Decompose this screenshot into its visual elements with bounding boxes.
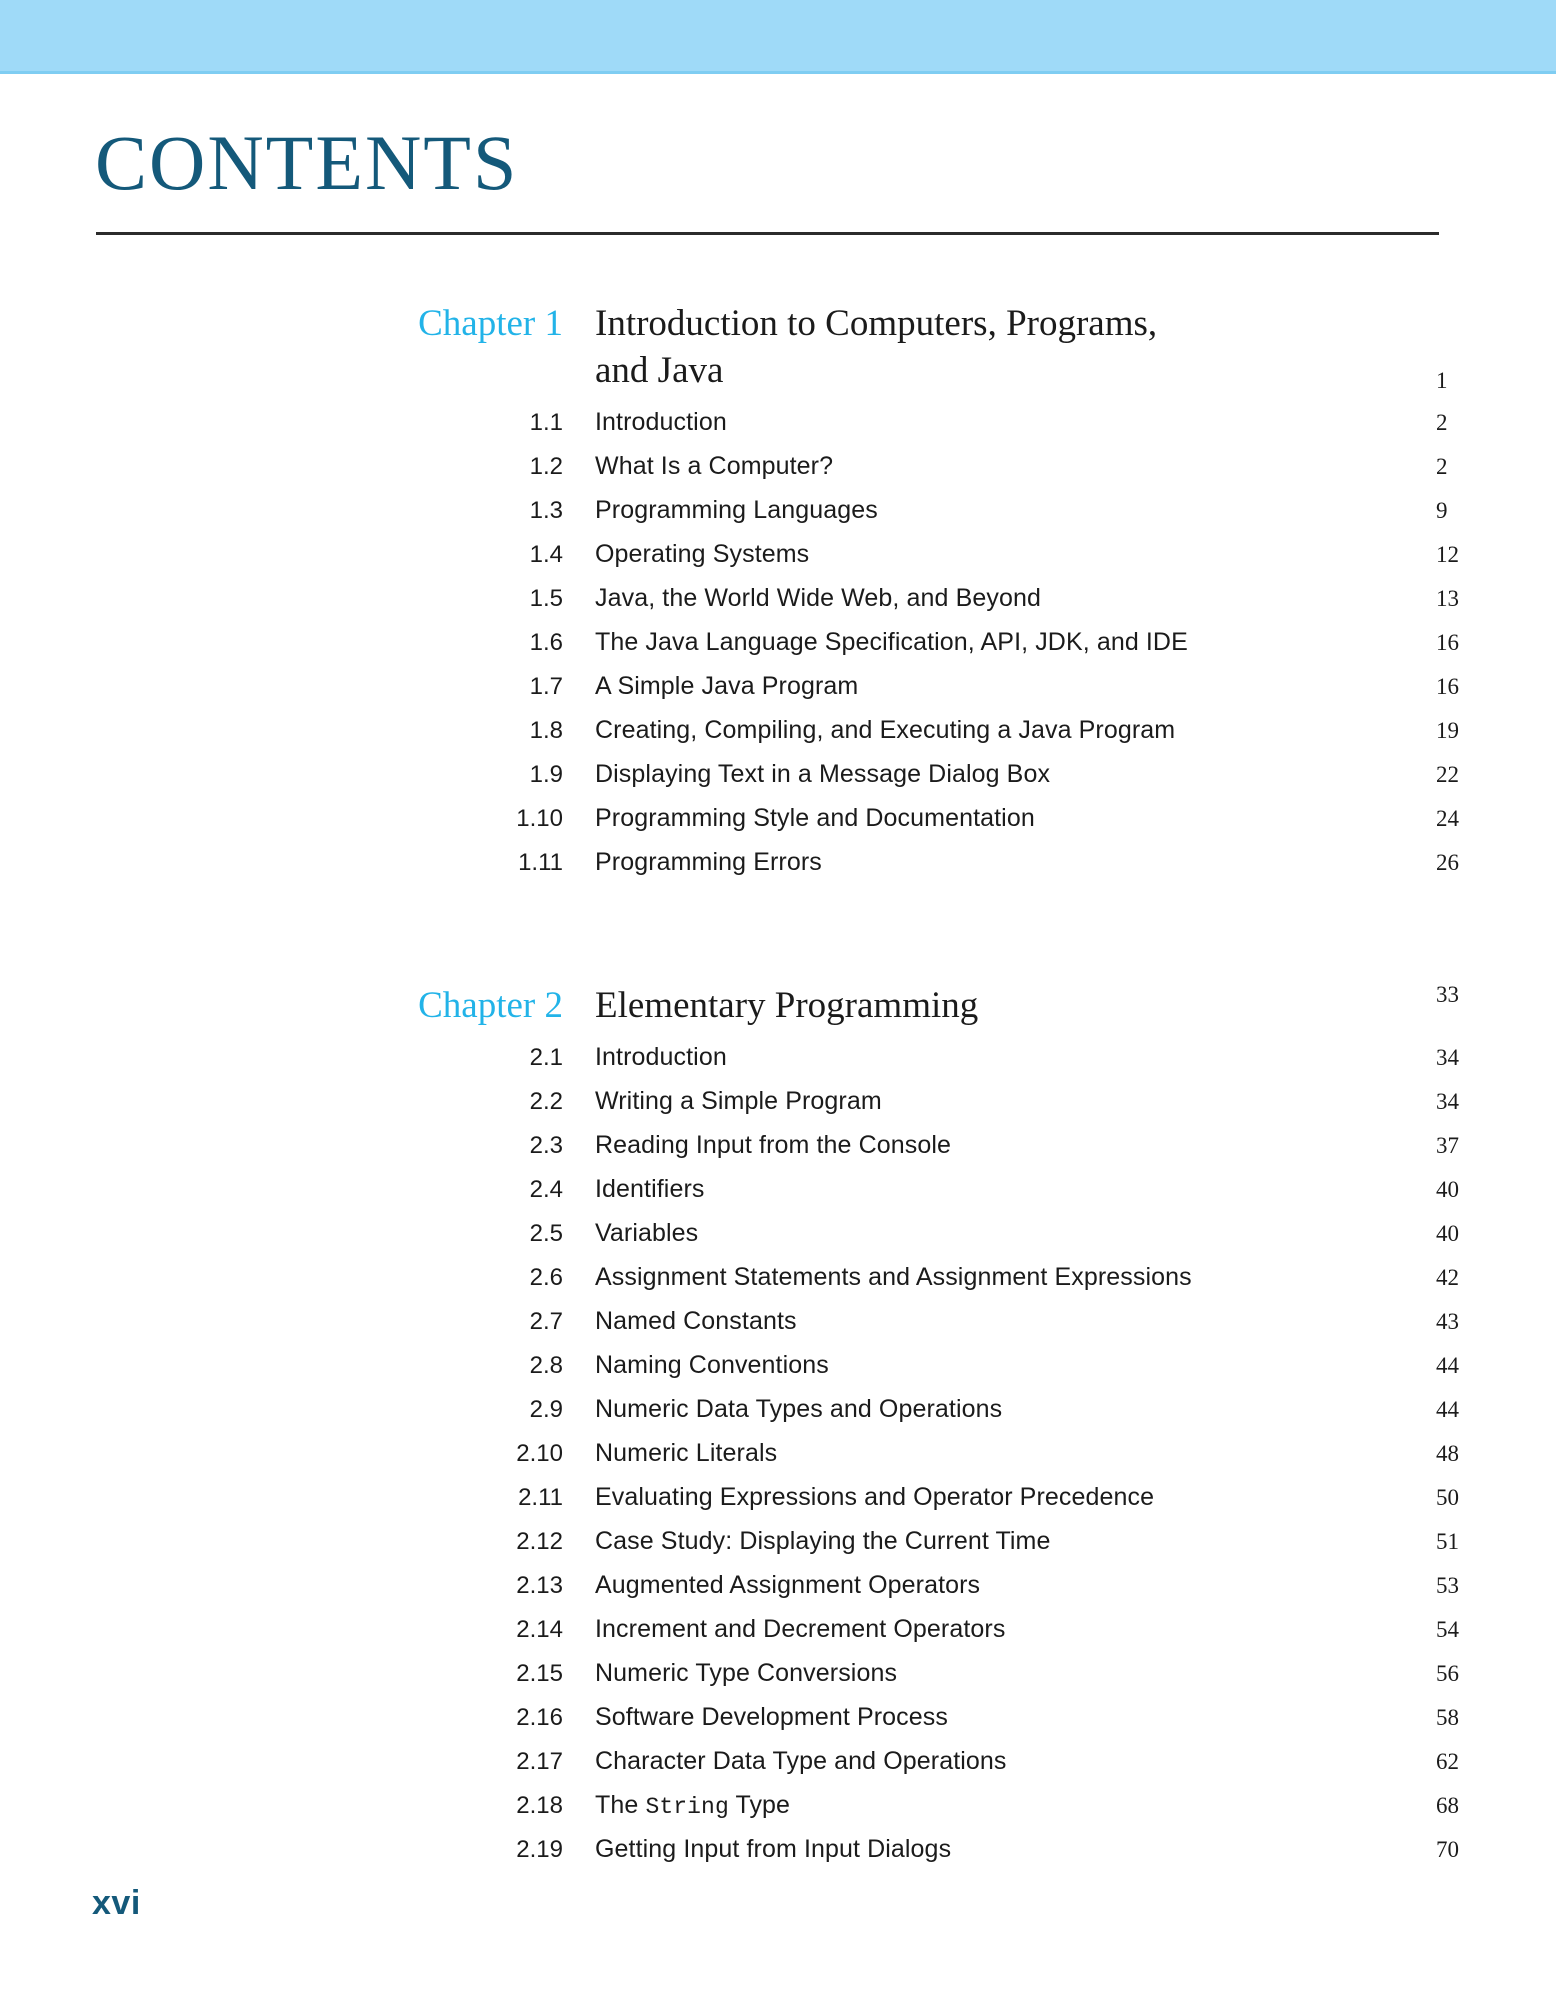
section-number: 2.3: [529, 1132, 563, 1159]
toc-entry-row[interactable]: [0, 1395, 1556, 1439]
chapter-block: [0, 982, 1556, 1879]
section-title: Character Data Type and Operations: [595, 1747, 1007, 1775]
chapter-title-line: Elementary Programming: [595, 985, 979, 1026]
section-number: 2.1: [529, 1044, 563, 1071]
section-list: [0, 408, 1556, 892]
section-number: 2.19: [516, 1836, 563, 1863]
section-number: 2.7: [529, 1308, 563, 1335]
toc-entry-row[interactable]: [0, 1835, 1556, 1879]
section-title: Numeric Literals: [595, 1439, 778, 1467]
chapter-page-number: 1: [1436, 368, 1448, 393]
section-number: 2.14: [516, 1616, 563, 1643]
section-page-number: 24: [1436, 806, 1459, 831]
section-number: 2.15: [516, 1660, 563, 1687]
toc-entry-row[interactable]: [0, 716, 1556, 760]
toc-entry-row[interactable]: [0, 1131, 1556, 1175]
section-title: Creating, Compiling, and Executing a Java Program: [595, 716, 1176, 744]
section-page-number: 62: [1436, 1749, 1459, 1774]
toc-entry-row[interactable]: [0, 672, 1556, 716]
section-page-number: 51: [1436, 1529, 1459, 1554]
section-page-number: 16: [1436, 630, 1459, 655]
section-title: Numeric Data Types and Operations: [595, 1395, 1003, 1423]
chapter-spacer: [0, 892, 1556, 982]
section-title: Programming Errors: [595, 848, 822, 876]
section-page-number: 44: [1436, 1353, 1459, 1378]
section-page-number: 2: [1436, 454, 1448, 479]
section-page-number: 34: [1436, 1089, 1459, 1114]
section-number: 2.10: [516, 1440, 563, 1467]
section-number: 2.6: [529, 1264, 563, 1291]
toc-entry-row[interactable]: [0, 1703, 1556, 1747]
section-number: 2.12: [516, 1528, 563, 1555]
section-title: Named Constants: [595, 1307, 797, 1335]
chapter-page-number: 33: [1436, 982, 1459, 1007]
toc-entry-row[interactable]: [0, 628, 1556, 672]
title-divider: [96, 232, 1439, 235]
section-title: What Is a Computer?: [595, 452, 834, 480]
page-folio: xvi: [92, 1884, 141, 1922]
code-token: String: [645, 1794, 729, 1820]
section-number: 2.16: [516, 1704, 563, 1731]
section-title: Evaluating Expressions and Operator Precedence: [595, 1483, 1155, 1511]
page-title: CONTENTS: [95, 119, 519, 206]
section-title: Naming Conventions: [595, 1351, 829, 1379]
section-title: Case Study: Displaying the Current Time: [595, 1527, 1051, 1555]
section-number: 2.2: [529, 1088, 563, 1115]
chapter-label: Chapter 2: [418, 985, 563, 1026]
chapter-heading[interactable]: [0, 300, 1556, 394]
toc-entry-row[interactable]: [0, 1659, 1556, 1703]
toc-entry-row[interactable]: [0, 760, 1556, 804]
chapter-heading[interactable]: [0, 982, 1556, 1029]
chapter-block: [0, 300, 1556, 892]
toc-entry-row[interactable]: [0, 408, 1556, 452]
section-number: 1.7: [529, 673, 563, 700]
section-title: Introduction: [595, 1043, 727, 1071]
section-number: 2.4: [529, 1176, 563, 1203]
section-page-number: 56: [1436, 1661, 1459, 1686]
section-number: 1.11: [518, 849, 563, 876]
section-page-number: 44: [1436, 1397, 1459, 1422]
section-title: A Simple Java Program: [595, 672, 859, 700]
section-page-number: 19: [1436, 718, 1459, 743]
toc-entry-row[interactable]: [0, 584, 1556, 628]
toc-entry-row[interactable]: [0, 1483, 1556, 1527]
section-title: [595, 1791, 1436, 1820]
toc-entry-row[interactable]: [0, 1043, 1556, 1087]
section-title: Programming Style and Documentation: [595, 804, 1035, 832]
section-title: The Java Language Specification, API, JDK, and IDE: [595, 628, 1188, 656]
section-page-number: 68: [1436, 1793, 1459, 1818]
section-number: 1.3: [529, 497, 563, 524]
section-page-number: 16: [1436, 674, 1459, 699]
toc-entry-row[interactable]: [0, 1571, 1556, 1615]
section-title: Augmented Assignment Operators: [595, 1571, 981, 1599]
section-title-text: Type: [728, 1791, 791, 1819]
section-number: 2.8: [529, 1352, 563, 1379]
section-page-number: 54: [1436, 1617, 1459, 1642]
section-page-number: 34: [1436, 1045, 1459, 1070]
section-page-number: 58: [1436, 1705, 1459, 1730]
section-title: Java, the World Wide Web, and Beyond: [595, 584, 1041, 612]
section-page-number: 9: [1436, 498, 1448, 523]
section-page-number: 40: [1436, 1177, 1459, 1202]
section-title: Operating Systems: [595, 540, 810, 568]
section-page-number: 53: [1436, 1573, 1459, 1598]
section-page-number: 2: [1436, 410, 1448, 435]
section-page-number: 50: [1436, 1485, 1459, 1510]
section-page-number: 40: [1436, 1221, 1459, 1246]
chapter-title-line: Introduction to Computers, Programs,: [595, 303, 1158, 344]
section-number: 1.10: [516, 805, 563, 832]
section-title: Writing a Simple Program: [595, 1087, 882, 1115]
section-title: Programming Languages: [595, 496, 878, 524]
toc-entry-row[interactable]: [0, 1307, 1556, 1351]
section-number: 2.9: [529, 1396, 563, 1423]
section-list: [0, 1043, 1556, 1879]
section-number: 2.13: [516, 1572, 563, 1599]
section-page-number: 42: [1436, 1265, 1459, 1290]
toc-entry-row[interactable]: [0, 1263, 1556, 1307]
section-page-number: 37: [1436, 1133, 1459, 1158]
section-title: Introduction: [595, 408, 727, 436]
section-title: Reading Input from the Console: [595, 1131, 951, 1159]
chapter-label: Chapter 1: [418, 303, 563, 344]
section-number: 1.9: [529, 761, 563, 788]
section-page-number: 13: [1436, 586, 1459, 611]
section-number: 2.17: [516, 1748, 563, 1775]
section-title: Variables: [595, 1219, 699, 1247]
chapter-title: [595, 982, 1436, 1029]
table-of-contents: [0, 300, 1556, 1879]
section-number: 2.18: [516, 1792, 563, 1819]
toc-entry-row[interactable]: [0, 1615, 1556, 1659]
toc-entry-row[interactable]: [0, 1219, 1556, 1263]
chapter-title-line: and Java: [595, 350, 724, 391]
section-page-number: 70: [1436, 1837, 1459, 1862]
section-number: 1.2: [529, 453, 563, 480]
toc-entry-row[interactable]: [0, 1087, 1556, 1131]
section-title: Identifiers: [595, 1175, 705, 1203]
section-title: Numeric Type Conversions: [595, 1659, 898, 1687]
toc-entry-row[interactable]: [0, 1527, 1556, 1571]
section-title: Increment and Decrement Operators: [595, 1615, 1006, 1643]
section-page-number: 12: [1436, 542, 1459, 567]
section-number: 2.5: [529, 1220, 563, 1247]
section-number: 1.5: [529, 585, 563, 612]
toc-entry-row[interactable]: [0, 1439, 1556, 1483]
section-title: Software Development Process: [595, 1703, 948, 1731]
section-title: Getting Input from Input Dialogs: [595, 1835, 952, 1863]
section-title-text: The: [595, 1791, 646, 1819]
toc-entry-row[interactable]: [0, 496, 1556, 540]
section-number: 1.8: [529, 717, 563, 744]
section-page-number: 22: [1436, 762, 1459, 787]
section-title: Displaying Text in a Message Dialog Box: [595, 760, 1051, 788]
toc-entry-row[interactable]: [0, 804, 1556, 848]
toc-entry-row[interactable]: [0, 1175, 1556, 1219]
section-page-number: 26: [1436, 850, 1459, 875]
section-number: 1.4: [529, 541, 563, 568]
toc-entry-row[interactable]: [0, 848, 1556, 892]
section-number: 2.11: [518, 1484, 563, 1511]
chapter-title: [595, 300, 1436, 394]
section-page-number: 48: [1436, 1441, 1459, 1466]
section-number: 1.6: [529, 629, 563, 656]
section-title: Assignment Statements and Assignment Expressions: [595, 1263, 1192, 1291]
toc-entry-row[interactable]: [0, 1747, 1556, 1791]
toc-entry-row[interactable]: [0, 452, 1556, 496]
toc-entry-row[interactable]: [0, 540, 1556, 584]
toc-entry-row[interactable]: [0, 1791, 1556, 1835]
section-number: 1.1: [529, 409, 563, 436]
section-page-number: 43: [1436, 1309, 1459, 1334]
toc-entry-row[interactable]: [0, 1351, 1556, 1395]
